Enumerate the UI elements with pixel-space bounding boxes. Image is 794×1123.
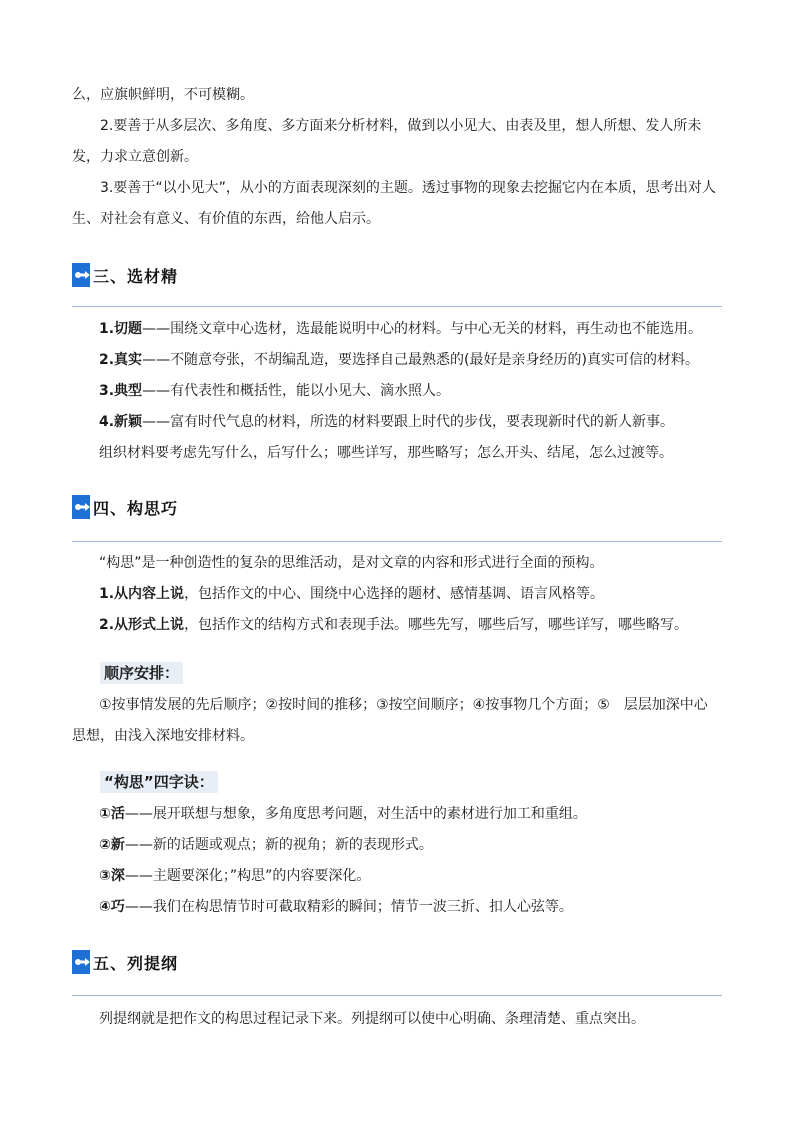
s3-item-4-text: ——富有时代气息的材料，所选的材料要跟上时代的步伐，要表现新时代的新人新事。 (142, 414, 675, 430)
s4-item-2-text: ，包括作文的结构方式和表现手法。哪些先写，哪些后写，哪些详写，哪些略写。 (184, 617, 689, 633)
s3-item-2 (99, 345, 754, 376)
section-4-title: 四、构思巧 (93, 498, 179, 518)
s4-item-1-text: ，包括作文的中心、围绕中心选择的题材、感情基调、语言风格等。 (184, 586, 605, 602)
tip-4 (99, 892, 754, 923)
tip-4-text: ——我们在构思情节时可截取精彩的瞬间；情节一波三折、扣人心弦等。 (124, 899, 573, 915)
section-3-divider (72, 306, 722, 307)
s3-item-2-text: ——不随意夸张，不胡编乱造，要选择自己最熟悉的(最好是亲身经历的)真实可信的材料。 (142, 352, 699, 368)
s3-item-4 (99, 407, 754, 438)
tip-4-key: ④巧 (99, 899, 125, 915)
tip-2 (99, 830, 754, 861)
section-5-title: 五、列提纲 (93, 953, 179, 973)
s3-item-4-key: 4.新颖 (99, 414, 143, 430)
s5-text: 列提纲就是把作文的构思过程记录下来。列提纲可以使中心明确、条理清楚、重点突出。 (99, 1011, 645, 1027)
order-line-1: ①按事情发展的先后顺序；②按时间的推移；③按空间顺序；④按事物几个方面；⑤ 层层加深中心 (99, 697, 708, 713)
s3-item-3-text: ——有代表性和概括性，能以小见大、滴水照人。 (142, 383, 451, 399)
arrow-icon (72, 950, 90, 974)
s4-item-1-key: 1.从内容上说 (99, 586, 185, 602)
s4-item-2-key: 2.从形式上说 (99, 617, 185, 633)
intro-line-5: 生、对社会有意义、有价值的东西，给他人启示。 (72, 211, 380, 227)
section-3-title: 三、选材精 (93, 266, 179, 286)
order-line-2: 思想，由浅入深地安排材料。 (72, 728, 254, 744)
tip-2-key: ②新 (99, 837, 125, 853)
section-3-heading (72, 262, 178, 288)
tip-2-text: ——新的话题或观点；新的视角；新的表现形式。 (124, 837, 433, 853)
tips-subheading: “构思”四字诀： (100, 771, 218, 793)
s3-note: 组织材料要考虑先写什么，后写什么；哪些详写，那些略写；怎么开头、结尾，怎么过渡等。 (99, 445, 673, 461)
s4-intro: “构思”是一种创造性的复杂的思维活动，是对文章的内容和形式进行全面的预构。 (99, 555, 604, 571)
intro-line-3: 发，力求立意创新。 (72, 149, 198, 165)
s3-item-1-key: 1.切题 (99, 321, 143, 337)
section-5-divider (72, 995, 722, 996)
tip-3 (99, 861, 754, 892)
s3-item-2-key: 2.真实 (99, 352, 143, 368)
section-4-heading (72, 494, 178, 520)
tip-1-key: ①活 (99, 806, 125, 822)
tip-3-text: ——主题要深化；”构思”的内容要深化。 (124, 868, 371, 884)
s4-item-2 (99, 610, 754, 641)
section-4-divider (72, 541, 722, 542)
tip-1-text: ——展开联想与想象，多角度思考问题，对生活中的素材进行加工和重组。 (124, 806, 587, 822)
tip-3-key: ③深 (99, 868, 125, 884)
order-subheading: 顺序安排： (100, 662, 183, 684)
s4-item-1 (99, 579, 754, 610)
intro-line-2: 2.要善于从多层次、多角度、多方面来分析材料，做到以小见大、由表及里，想人所想、发人所未 (100, 118, 702, 134)
intro-line-1: 么，应旗帜鲜明，不可模糊。 (72, 87, 254, 103)
s3-item-1 (99, 314, 754, 345)
s3-item-3-key: 3.典型 (99, 383, 143, 399)
arrow-icon (72, 495, 90, 519)
arrow-icon (72, 263, 90, 287)
tip-1 (99, 799, 754, 830)
intro-line-4: 3.要善于“以小见大”，从小的方面表现深刻的主题。透过事物的现象去挖掘它内在本质，思考出对人 (100, 180, 716, 196)
s3-item-1-text: ——围绕文章中心选材，选最能说明中心的材料。与中心无关的材料，再生动也不能选用。 (142, 321, 703, 337)
s3-item-3 (99, 376, 754, 407)
section-5-heading (72, 949, 178, 975)
